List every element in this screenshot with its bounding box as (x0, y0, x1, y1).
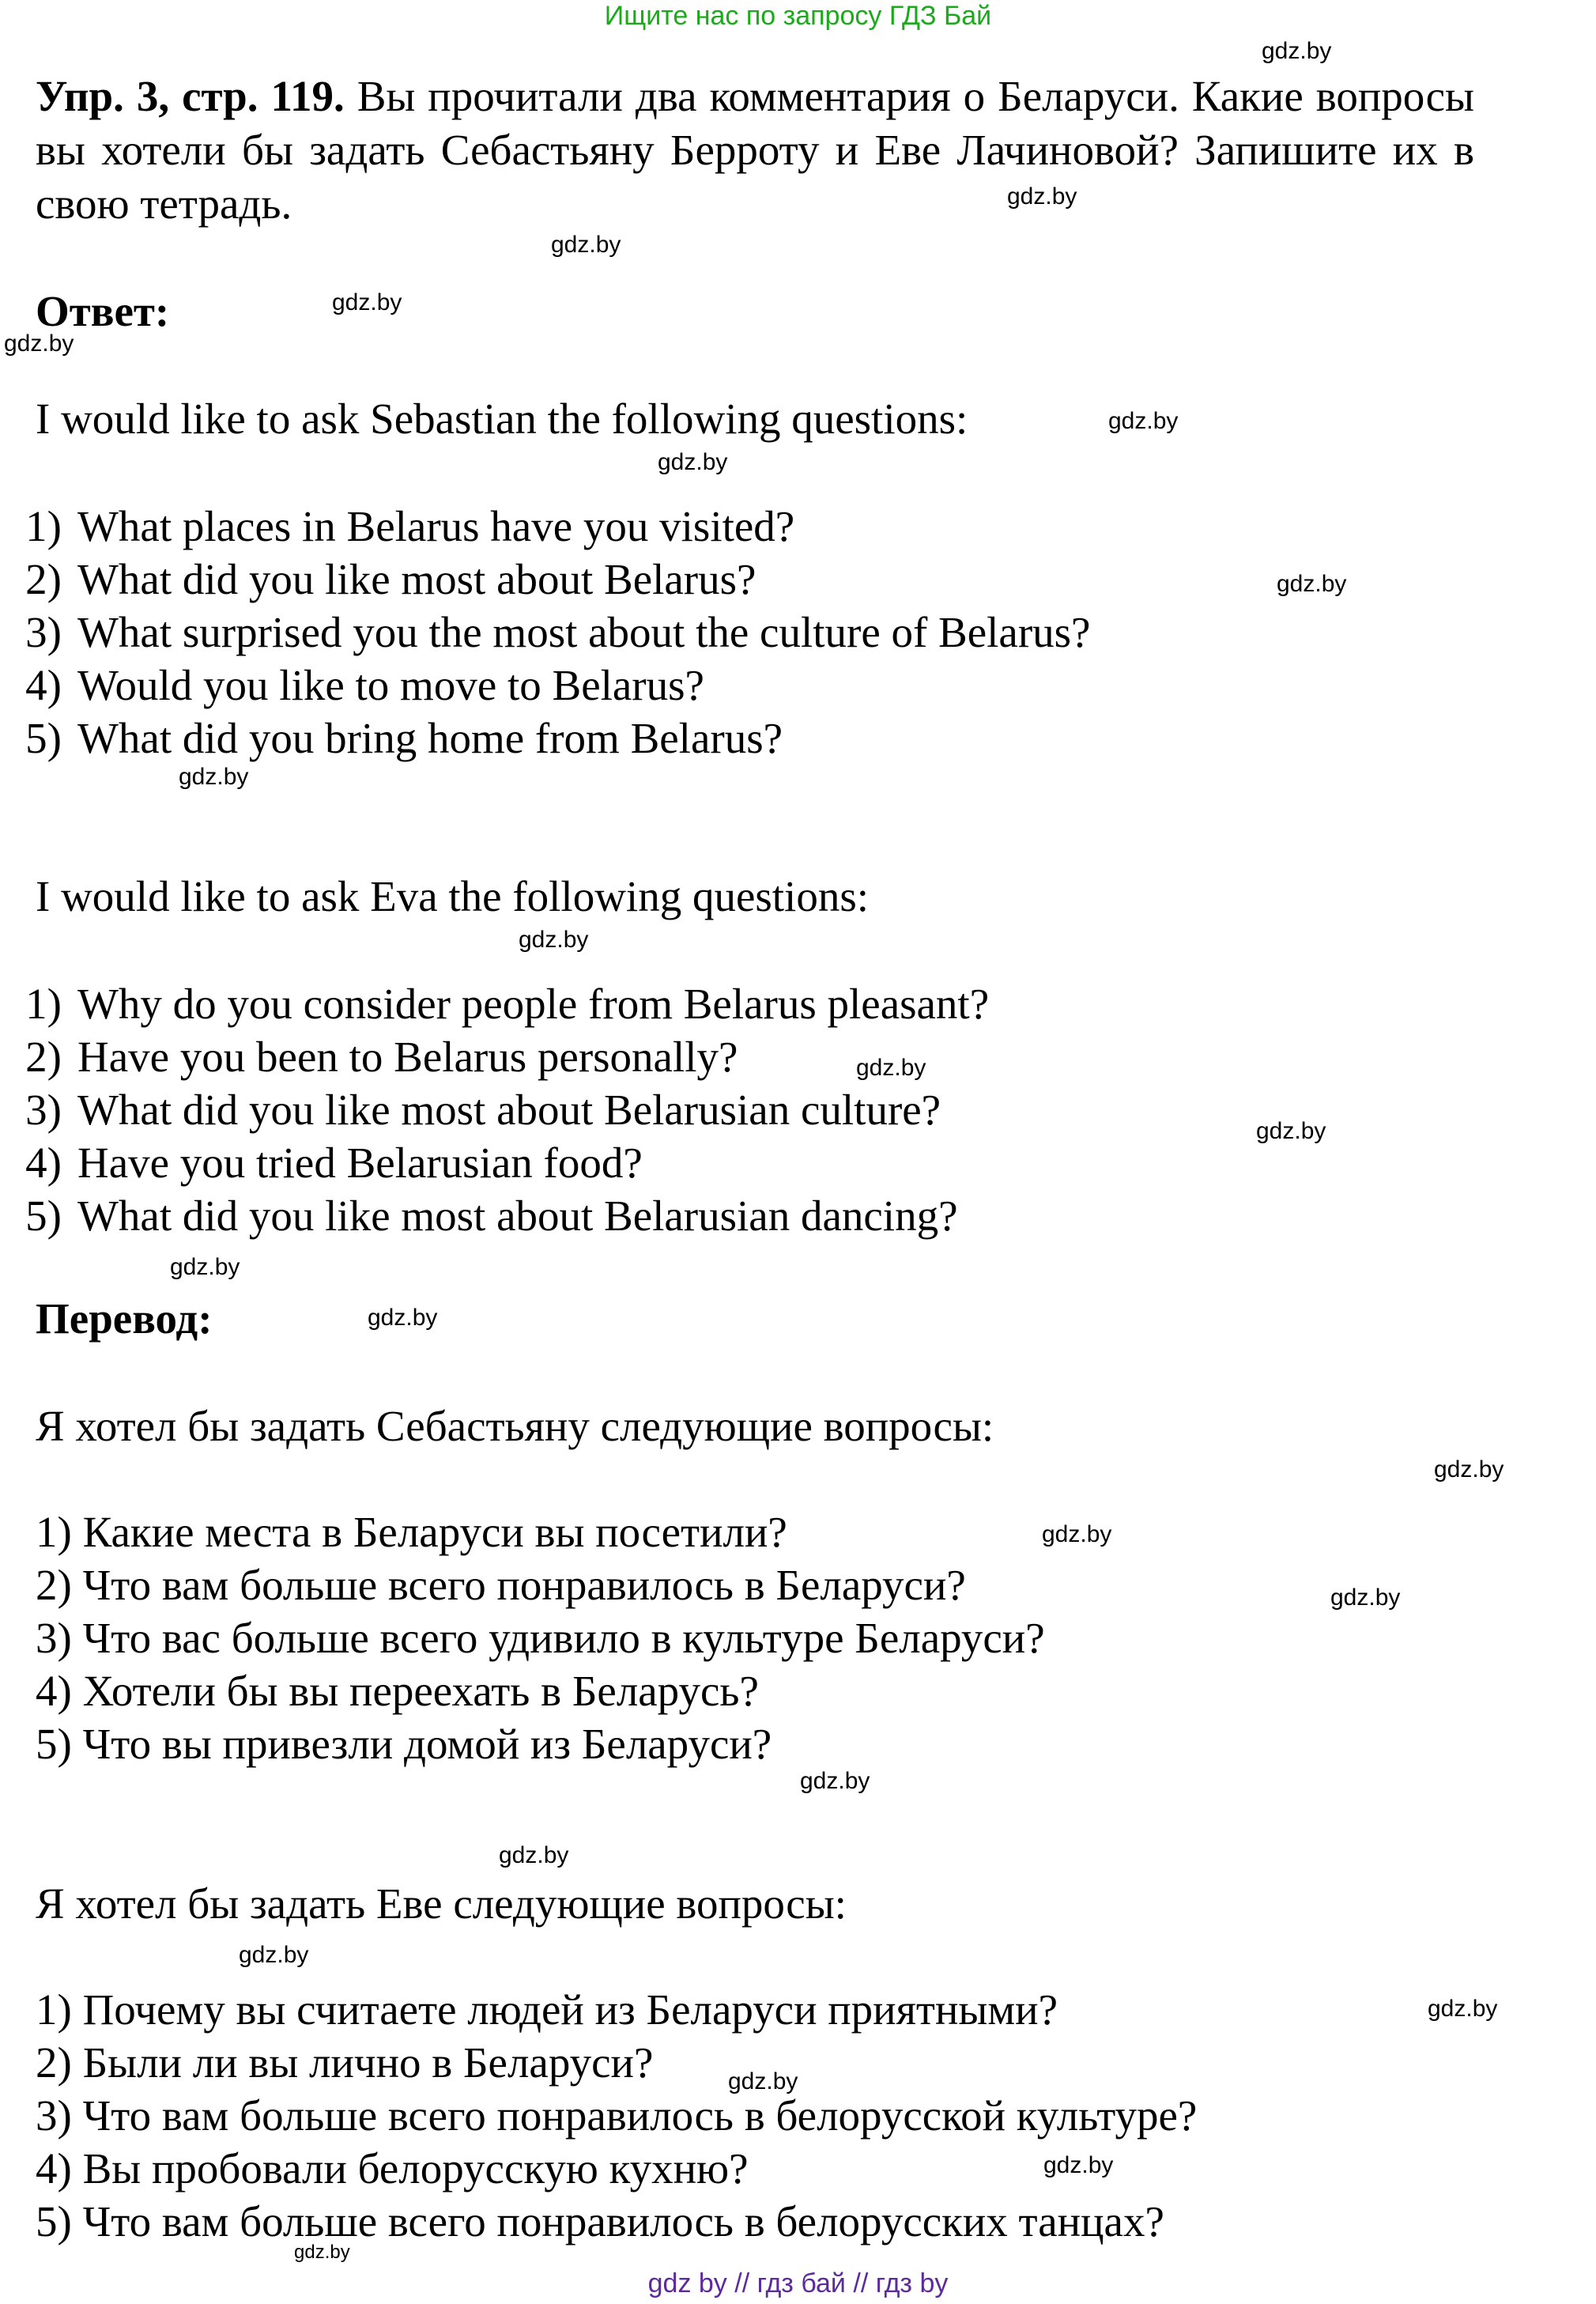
top-banner: Ищите нас по запросу ГДЗ Бай (604, 1, 992, 31)
eva-question-4 (0, 1136, 643, 1190)
eva-question-1 (0, 977, 989, 1031)
question-text: What surprised you the most about the culture of Belarus? (77, 608, 1091, 656)
question-number: 1) (25, 502, 62, 550)
question-text: What places in Belarus have you visited? (77, 502, 795, 550)
watermark: gdz.by (1256, 1118, 1326, 1144)
answer-heading: Ответ: (36, 287, 170, 335)
question-text: Why do you consider people from Belarus pleasant? (77, 980, 990, 1028)
question-text: Have you tried Belarusian food? (77, 1139, 643, 1187)
question-number: 5) (25, 714, 62, 762)
ru-sebastian-intro: Я хотел бы задать Себастьяну следующие вопросы: (36, 1402, 994, 1450)
watermark: gdz.by (800, 1768, 870, 1794)
question-number: 2) (25, 1033, 62, 1081)
question-number: 2) (25, 555, 62, 603)
sebastian-question-3 (0, 606, 1090, 659)
question-text: Would you like to move to Belarus? (77, 661, 704, 709)
question-text: What did you like most about Belarusian dancing? (77, 1192, 958, 1240)
watermark: gdz.by (170, 1254, 240, 1280)
question-text: What did you like most about Belarus? (77, 555, 756, 603)
watermark: gdz.by (551, 232, 621, 258)
translation-heading: Перевод: (36, 1294, 213, 1343)
ru-eva-question-5: 5) Что вам больше всего понравилось в белорусских танцах? (36, 2197, 1164, 2245)
eva-question-3 (0, 1083, 941, 1137)
ru-sebastian-question-1: 1) Какие места в Беларуси вы посетили? (36, 1508, 787, 1556)
task-label: Упр. 3, стр. 119. (36, 72, 345, 120)
watermark: gdz.by (239, 1942, 309, 1968)
ru-eva-question-2: 2) Были ли вы лично в Беларуси? (36, 2038, 654, 2087)
question-number: 1) (25, 980, 62, 1028)
question-text: Have you been to Belarus personally? (77, 1033, 738, 1081)
ru-sebastian-question-3: 3) Что вас больше всего удивило в культуре Беларуси? (36, 1614, 1045, 1662)
sebastian-question-4 (0, 659, 704, 712)
question-text: What did you bring home from Belarus? (77, 714, 783, 762)
watermark: gdz.by (1434, 1456, 1504, 1482)
watermark: gdz.by (368, 1305, 438, 1331)
watermark: gdz.by (332, 289, 402, 315)
eva-question-2 (0, 1030, 738, 1084)
watermark: gdz.by (179, 764, 249, 790)
question-number: 3) (25, 1086, 62, 1134)
ru-eva-intro: Я хотел бы задать Еве следующие вопросы: (36, 1879, 847, 1928)
sebastian-question-5 (0, 712, 783, 765)
question-number: 3) (25, 608, 62, 656)
watermark: gdz.by (728, 2068, 798, 2094)
question-number: 5) (25, 1192, 62, 1240)
eva-question-5 (0, 1189, 957, 1243)
ru-eva-question-1: 1) Почему вы считаете людей из Беларуси приятными? (36, 1985, 1058, 2034)
ru-sebastian-question-2: 2) Что вам больше всего понравилось в Беларуси? (36, 1561, 966, 1609)
watermark: gdz.by (1108, 408, 1179, 434)
watermark: gdz.by (1043, 2152, 1114, 2178)
sebastian-question-1 (0, 500, 794, 553)
watermark: gdz.by (1262, 38, 1332, 64)
sebastian-question-2 (0, 553, 756, 606)
question-text: What did you like most about Belarusian culture? (77, 1086, 941, 1134)
ru-sebastian-question-4: 4) Хотели бы вы переехать в Беларусь? (36, 1667, 759, 1715)
watermark: gdz.by (1428, 1996, 1498, 2022)
task-statement (36, 70, 1474, 231)
sebastian-intro: I would like to ask Sebastian the following questions: (36, 395, 968, 443)
ru-eva-question-3: 3) Что вам больше всего понравилось в белорусской культуре? (36, 2091, 1198, 2140)
watermark: gdz.by (1277, 571, 1347, 597)
watermark: gdz.by (294, 2242, 350, 2263)
ru-sebastian-question-5: 5) Что вы привезли домой из Беларуси? (36, 1720, 772, 1768)
watermark: gdz.by (856, 1055, 926, 1081)
question-number: 4) (25, 1139, 62, 1187)
eva-intro: I would like to ask Eva the following questions: (36, 872, 870, 920)
watermark: gdz.by (1330, 1584, 1401, 1611)
task-text: Вы прочитали два комментария о Беларуси. Какие вопросы вы хотели бы задать Себастьяну Берроту и Еве Лачиновой? Запишите их в свою тетрадь. (36, 72, 1474, 228)
question-number: 4) (25, 661, 62, 709)
watermark: gdz.by (1007, 183, 1077, 210)
footer-links: gdz by // гдз бай // гдз by (647, 2268, 949, 2298)
watermark: gdz.by (519, 927, 589, 953)
watermark: gdz.by (4, 330, 74, 357)
ru-eva-question-4: 4) Вы пробовали белорусскую кухню? (36, 2144, 749, 2193)
watermark: gdz.by (499, 1842, 569, 1868)
watermark: gdz.by (1042, 1521, 1112, 1547)
watermark: gdz.by (658, 449, 728, 475)
